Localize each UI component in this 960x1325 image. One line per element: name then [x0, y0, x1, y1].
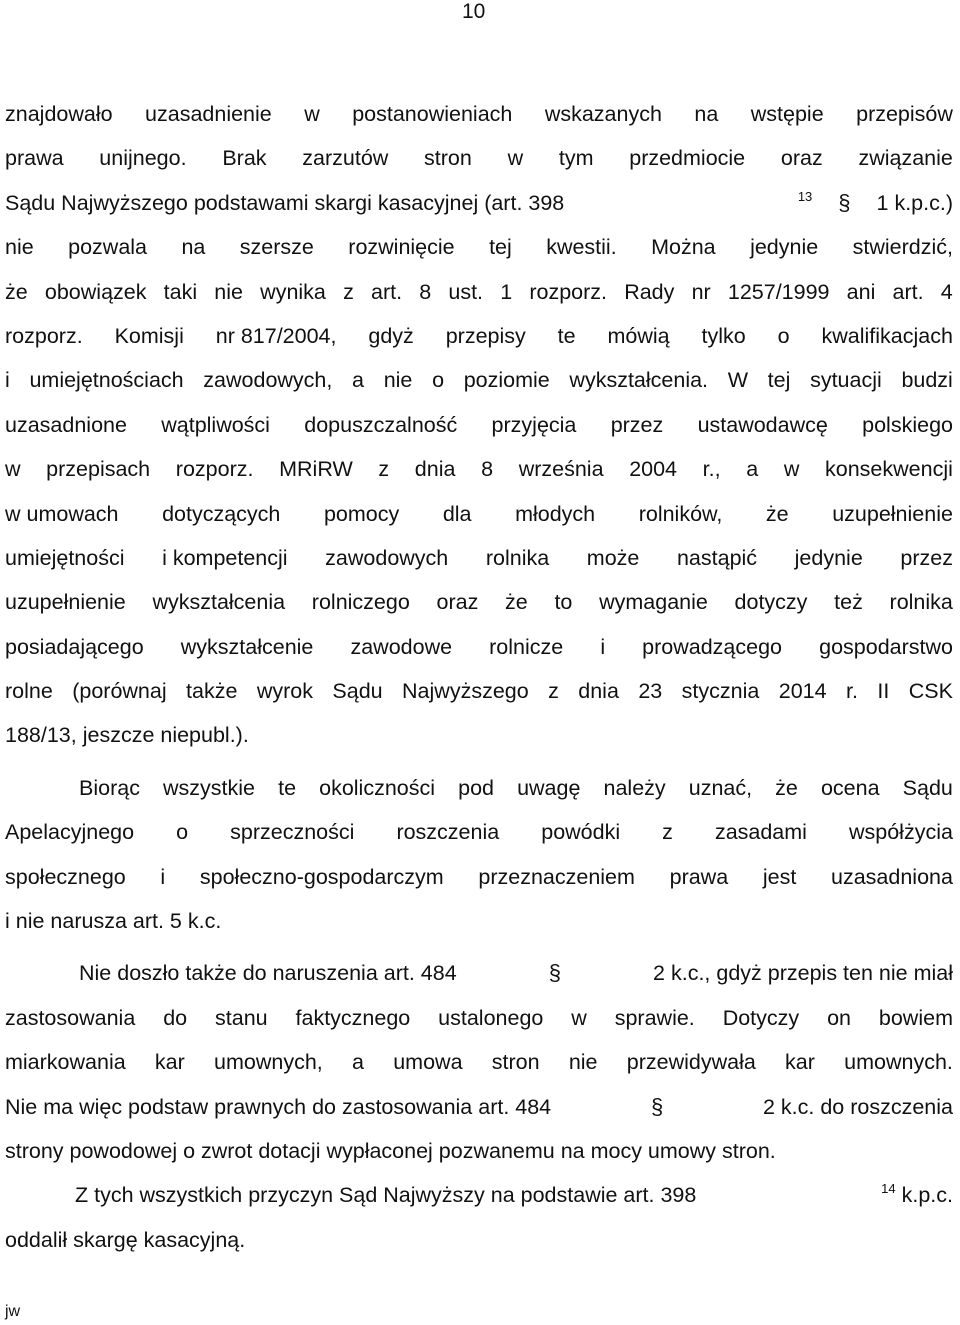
word: a	[746, 457, 759, 482]
page-number: 10	[462, 0, 486, 23]
word: z	[343, 279, 354, 304]
word: sprzeczności	[230, 820, 355, 845]
word: znajdowało	[5, 102, 113, 126]
word: wyrok	[256, 679, 313, 704]
text-segment	[798, 181, 953, 225]
word: zawodowych,	[203, 368, 333, 393]
word: Dotyczy	[722, 1005, 800, 1030]
word: to	[554, 590, 573, 615]
word: te	[278, 775, 297, 800]
word: ustawodawcę	[697, 412, 828, 437]
word: i	[160, 864, 166, 889]
word: umowa	[393, 1050, 463, 1075]
word: sprawie.	[614, 1005, 695, 1030]
text-segment: Z tych wszystkich przyczyn Sąd Najwyższy na podstawie art. 398	[75, 1183, 697, 1208]
word: posiadającego	[5, 634, 144, 659]
word: prawa	[5, 146, 64, 171]
text-line	[5, 951, 953, 995]
superscript: 14	[881, 1181, 896, 1197]
text-line	[5, 580, 953, 624]
word: w umowach	[5, 501, 119, 526]
word: zastosowania	[5, 1005, 136, 1030]
text-line	[5, 492, 953, 536]
word: art.	[892, 279, 924, 304]
text-line	[5, 713, 953, 757]
word: rolnika	[485, 545, 550, 570]
word: i kompetencji	[162, 545, 288, 570]
word: poziomie	[463, 368, 550, 393]
word: uzupełnienie	[5, 590, 126, 615]
word: dotyczy	[734, 590, 808, 615]
text-line	[5, 225, 953, 269]
word: nie	[383, 368, 413, 393]
word: taki	[163, 279, 198, 304]
word: i	[600, 634, 606, 659]
word: z	[548, 679, 559, 704]
word: wymaganie	[599, 590, 708, 615]
word: a	[352, 1050, 364, 1075]
word: tej	[767, 368, 791, 393]
word: Rady	[624, 279, 675, 304]
word: prawa	[669, 864, 729, 889]
section-sign: §	[838, 189, 851, 215]
word: rolnika	[889, 590, 953, 615]
word: o	[777, 323, 790, 348]
text-line	[5, 314, 953, 358]
word: CSK	[908, 679, 953, 704]
document-body	[5, 92, 953, 1262]
word: okoliczności	[319, 775, 436, 800]
word: na	[694, 102, 719, 126]
word: Brak	[222, 146, 267, 171]
word: powódki	[541, 820, 621, 845]
word: W	[727, 368, 748, 393]
word: MRiRW	[279, 457, 353, 482]
word: uzasadniona	[831, 864, 953, 889]
word: że	[765, 501, 789, 526]
word: zawodowe	[350, 634, 453, 659]
word: dnia	[414, 457, 456, 482]
word: ustalonego	[438, 1005, 544, 1030]
text-segment	[881, 1173, 953, 1217]
word: kar	[154, 1050, 185, 1075]
word: ocena	[820, 775, 880, 800]
word: tylko	[701, 323, 746, 348]
word: jedynie	[794, 545, 863, 570]
word: stycznia	[681, 679, 760, 704]
word: tej	[489, 235, 512, 260]
word: rozporz.	[5, 323, 83, 348]
word: dopuszczalność	[304, 412, 458, 437]
word: nr	[691, 279, 711, 304]
text-line	[5, 1040, 953, 1084]
word: Sądu	[902, 775, 953, 800]
word: 23	[638, 679, 663, 704]
word: r.	[845, 679, 858, 704]
word: nastąpić	[676, 545, 758, 570]
word: uwagę	[517, 775, 581, 800]
word: i	[5, 368, 10, 393]
word: nie	[214, 279, 243, 304]
word: Można	[651, 235, 716, 260]
text-segment: 2 k.c. do roszczenia	[762, 1094, 953, 1119]
word: przyjęcia	[491, 412, 577, 437]
word: r.,	[702, 457, 721, 482]
word: pod	[458, 775, 494, 800]
word: jest	[762, 864, 797, 889]
word: (porównaj	[72, 679, 167, 704]
paragraph-gap	[5, 758, 953, 766]
text-segment: oddalił skargę kasacyjną.	[5, 1227, 246, 1252]
text-line	[5, 270, 953, 314]
word: rozporz.	[529, 279, 608, 304]
word: w	[507, 146, 524, 171]
word: z	[662, 820, 673, 845]
word: wątpliwości	[161, 412, 270, 437]
word: w	[5, 457, 21, 482]
word: a	[352, 368, 365, 393]
word: rolników,	[638, 501, 723, 526]
text-segment: i nie narusza art. 5 k.c.	[5, 909, 222, 934]
word: nr 817/2004,	[215, 323, 337, 348]
text-line	[5, 536, 953, 580]
word: 4	[940, 279, 953, 304]
word: uzasadnione	[5, 412, 127, 437]
text-line	[5, 358, 953, 402]
word: ani	[846, 279, 876, 304]
paragraph	[5, 951, 953, 1173]
word: 1	[500, 279, 513, 304]
word: wykształcenia	[152, 590, 286, 615]
word: że	[775, 775, 798, 800]
text-segment: k.p.c.	[901, 1183, 953, 1208]
section-sign: §	[548, 960, 561, 986]
word: te	[557, 323, 576, 348]
paragraph-gap	[5, 943, 953, 951]
text-line	[5, 92, 953, 136]
word: kwalifikacjach	[821, 323, 953, 348]
word: z	[378, 457, 390, 482]
paragraph	[5, 766, 953, 944]
text-segment: 2 k.c., gdyż przepis ten nie miał	[653, 961, 953, 986]
text-line	[5, 669, 953, 713]
word: kwestii.	[546, 235, 617, 260]
word: o	[176, 820, 189, 845]
text-segment: Nie ma więc podstaw prawnych do zastosowania art. 484	[5, 1094, 552, 1119]
word: faktycznego	[295, 1005, 411, 1030]
word: pomocy	[323, 501, 400, 526]
word: przewidywała	[626, 1050, 756, 1075]
word: roszczenia	[396, 820, 500, 845]
word: umownych.	[844, 1050, 953, 1075]
word: tym	[558, 146, 594, 171]
text-line	[5, 1129, 953, 1173]
word: rolniczego	[311, 590, 410, 615]
word: może	[586, 545, 640, 570]
word: sytuacji	[810, 368, 882, 393]
word: związanie	[858, 146, 953, 171]
word: gdyż	[368, 323, 414, 348]
text-line	[5, 181, 953, 225]
word: 2014	[778, 679, 827, 704]
word: rozwinięcie	[348, 235, 455, 260]
text-segment: strony powodowej o zwrot dotacji wypłaconej pozwanemu na mocy umowy stron.	[5, 1138, 776, 1163]
word: zarzutów	[302, 146, 389, 171]
word: przez	[900, 545, 953, 570]
word: że	[5, 279, 28, 304]
word: unijnego.	[99, 146, 187, 171]
word: także	[186, 679, 238, 704]
word: do	[163, 1005, 188, 1030]
word: rolnicze	[489, 634, 564, 659]
word: wszystkie	[163, 775, 256, 800]
word: umownych,	[214, 1050, 323, 1075]
word: stwierdzić,	[852, 235, 953, 260]
text-line	[5, 1218, 953, 1262]
word: września	[518, 457, 604, 482]
word: że	[505, 590, 528, 615]
text-line	[5, 810, 953, 854]
word: obowiązek	[44, 279, 147, 304]
text-line	[5, 447, 953, 491]
word: Biorąc	[79, 775, 140, 800]
word: prowadzącego	[642, 634, 783, 659]
word: Najwyższego	[402, 679, 529, 704]
word: uzasadnienie	[145, 102, 272, 126]
word: wskazanych	[544, 102, 662, 126]
word: on	[827, 1005, 851, 1030]
word: 2004	[629, 457, 678, 482]
word: nie	[568, 1050, 598, 1075]
word: wykształcenie	[180, 634, 314, 659]
word: przedmiocie	[629, 146, 746, 171]
text-segment: Nie doszło także do naruszenia art. 484	[79, 961, 457, 986]
word: w	[571, 1005, 587, 1030]
word: przepisach	[46, 457, 151, 482]
word: przepisów	[856, 102, 953, 126]
word: budzi	[901, 368, 953, 393]
word: w	[783, 457, 800, 482]
word: kar	[785, 1050, 815, 1075]
word: przez	[610, 412, 664, 437]
word: postanowieniach	[352, 102, 513, 126]
word: zasadami	[714, 820, 807, 845]
section-sign: §	[650, 1093, 664, 1119]
word: miarkowania	[5, 1050, 126, 1075]
text-line	[5, 136, 953, 180]
word: szersze	[239, 235, 314, 260]
text-line	[5, 403, 953, 447]
word: jedynie	[750, 235, 819, 260]
word: Apelacyjnego	[5, 820, 135, 845]
word: nie	[5, 235, 34, 260]
word: w	[304, 102, 320, 126]
word: pozwala	[68, 235, 148, 260]
word: przeznaczeniem	[478, 864, 635, 889]
word: dotyczących	[162, 501, 281, 526]
word: 8	[481, 457, 494, 482]
word: zawodowych	[325, 545, 449, 570]
word: umiejętności	[5, 545, 125, 570]
word: wynika	[260, 279, 326, 304]
word: ust.	[448, 279, 484, 304]
word: społecznego	[5, 864, 126, 889]
word: młodych	[515, 501, 596, 526]
word: współżycia	[848, 820, 953, 845]
word: oraz	[436, 590, 479, 615]
text-line	[5, 899, 953, 943]
word: bowiem	[878, 1005, 953, 1030]
word: Sądu	[332, 679, 383, 704]
word: przepisy	[445, 323, 526, 348]
word: art.	[370, 279, 403, 304]
paragraph	[5, 92, 953, 758]
word: wstępie	[750, 102, 824, 126]
superscript: 13	[797, 188, 813, 204]
word: dla	[442, 501, 472, 526]
word: umiejętnościach	[29, 368, 184, 393]
word: też	[834, 590, 863, 615]
word: uzupełnienie	[832, 501, 953, 526]
word: stron	[491, 1050, 540, 1075]
word: stanu	[215, 1005, 268, 1030]
word: społeczno-gospodarczym	[199, 864, 444, 889]
word: 1257/1999	[727, 279, 830, 304]
word: na	[181, 235, 206, 260]
word: o	[432, 368, 445, 393]
word: konsekwencji	[825, 457, 953, 482]
word: Komisji	[114, 323, 184, 348]
word: należy	[603, 775, 666, 800]
paragraph	[5, 1173, 953, 1262]
word: II	[877, 679, 890, 704]
word: polskiego	[862, 412, 953, 437]
text-line	[5, 855, 953, 899]
word: stron	[424, 146, 472, 171]
text-line	[5, 1085, 953, 1129]
footer-initials: jw	[5, 1303, 21, 1320]
text-line	[5, 996, 953, 1040]
text-line	[5, 625, 953, 669]
text-segment: 1 k.p.c.)	[876, 190, 953, 215]
word: uznać,	[688, 775, 753, 800]
text-segment: Sądu Najwyższego podstawami skargi kasacyjnej (art. 398	[5, 190, 565, 215]
word: gospodarstwo	[819, 634, 953, 659]
text-line	[5, 766, 953, 810]
text-line	[5, 1173, 953, 1217]
word: dnia	[578, 679, 619, 704]
word: oraz	[780, 146, 823, 171]
word: mówią	[607, 323, 670, 348]
word: rolne	[5, 679, 53, 704]
word: 8	[419, 279, 432, 304]
text-segment: 188/13, jeszcze niepubl.).	[5, 723, 249, 748]
word: wykształcenia.	[569, 368, 709, 393]
word: rozporz.	[175, 457, 254, 482]
